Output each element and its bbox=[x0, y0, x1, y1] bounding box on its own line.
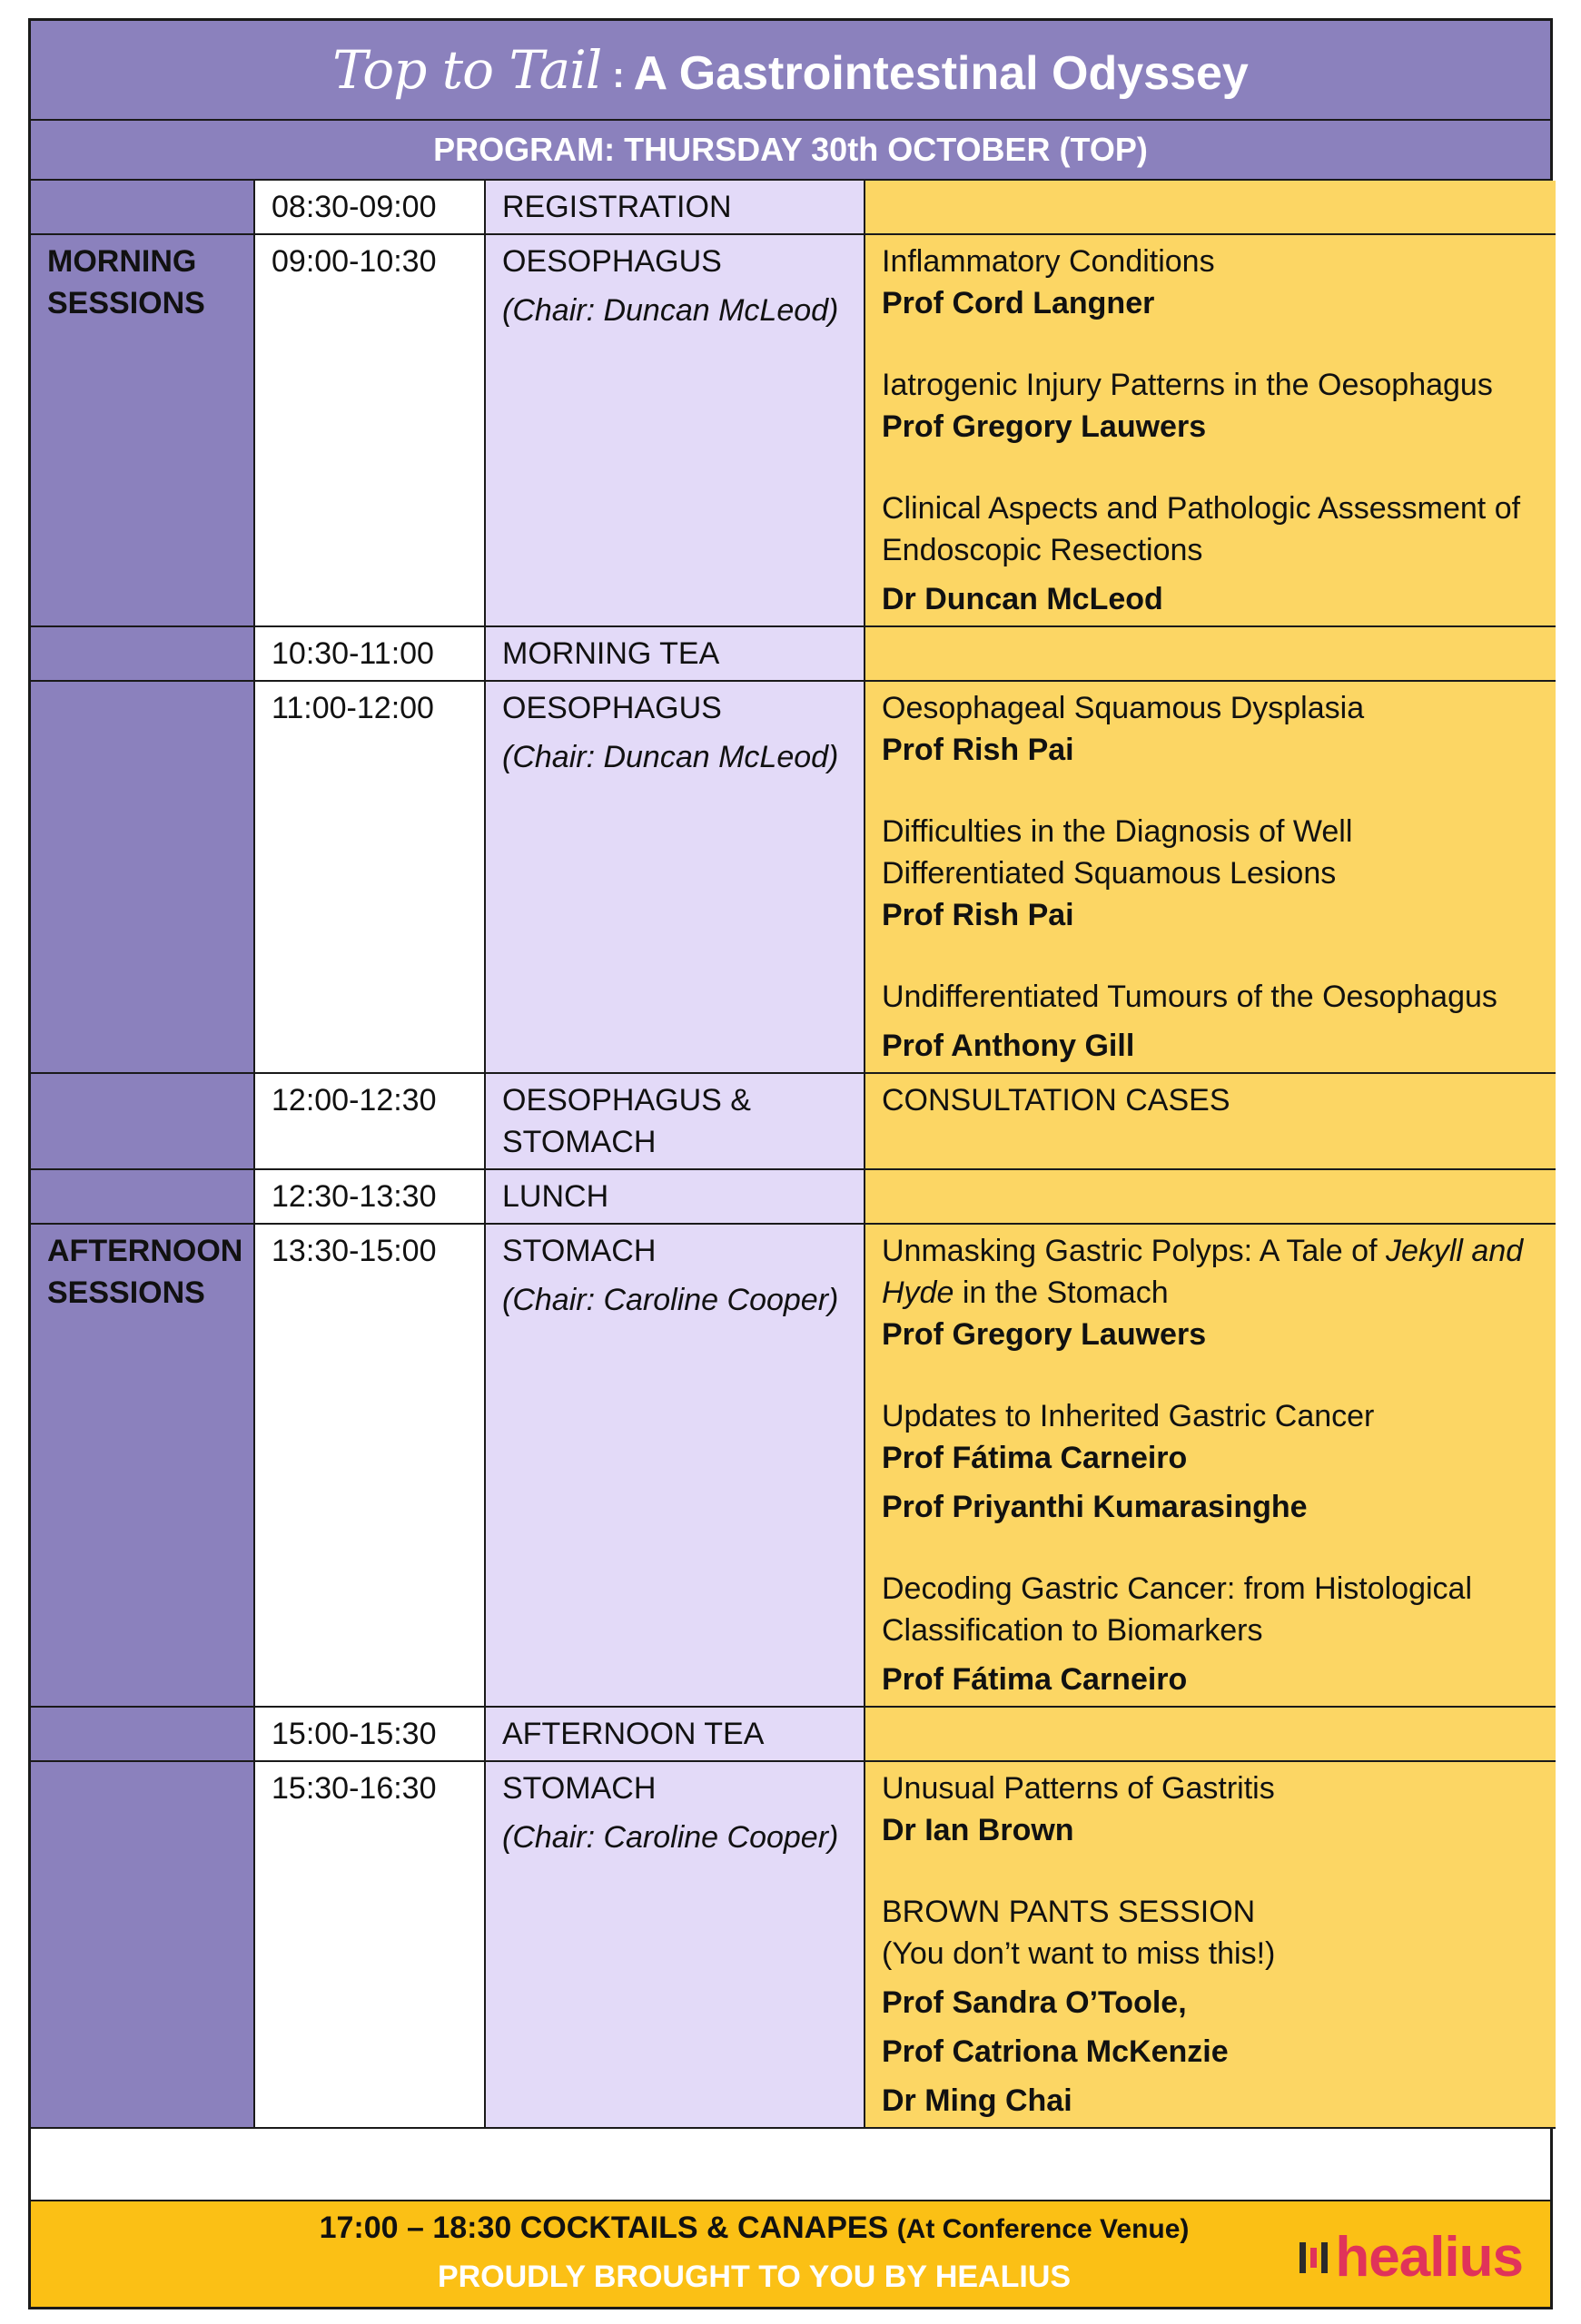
schedule-row bbox=[31, 1073, 1556, 1169]
topic-label: AFTERNOON TEA bbox=[502, 1717, 765, 1751]
time-slot: 15:00-15:30 bbox=[272, 1717, 437, 1751]
time-slot: 11:00-12:00 bbox=[272, 691, 434, 725]
talk-item bbox=[882, 1230, 1539, 1355]
session-chair: (Chair: Duncan McLeod) bbox=[502, 740, 839, 774]
talk-title bbox=[882, 487, 1539, 571]
talk-title-text: Oesophageal Squamous Dysplasia bbox=[882, 691, 1365, 725]
topic-label: OESOPHAGUS bbox=[502, 244, 722, 279]
schedule-row bbox=[31, 1224, 1556, 1707]
topic-cell bbox=[485, 234, 865, 626]
speaker-name: Dr Ming Chai bbox=[882, 2083, 1072, 2118]
talk-title bbox=[882, 811, 1539, 894]
talk-item bbox=[882, 811, 1539, 936]
session-cell bbox=[31, 1073, 254, 1169]
talk-item bbox=[882, 1891, 1539, 2122]
speaker-name: Prof Fátima Carneiro bbox=[882, 1441, 1188, 1475]
talk-title bbox=[882, 1768, 1539, 1809]
talk-item bbox=[882, 687, 1539, 771]
program-sheet bbox=[28, 18, 1553, 2309]
topic-cell bbox=[485, 1761, 865, 2128]
talks-cell bbox=[865, 234, 1556, 626]
talk-title bbox=[882, 1230, 1539, 1314]
talks-cell bbox=[865, 626, 1556, 681]
topic-cell bbox=[485, 1169, 865, 1224]
talk-subtitle: (You don’t want to miss this!) bbox=[882, 1936, 1276, 1971]
talk-item bbox=[882, 1568, 1539, 1700]
session-cell bbox=[31, 1761, 254, 2128]
talk-title-emphasis: Jekyll and Hyde bbox=[882, 1234, 1524, 1310]
healius-mark-icon bbox=[1299, 2242, 1328, 2273]
topic-label: MORNING TEA bbox=[502, 636, 720, 671]
talk-title-text: Updates to Inherited Gastric Cancer bbox=[882, 1399, 1375, 1433]
session-cell bbox=[31, 681, 254, 1073]
speaker-name: Prof Rish Pai bbox=[882, 898, 1074, 932]
time-slot: 13:30-15:00 bbox=[272, 1234, 437, 1268]
talks-cell bbox=[865, 1169, 1556, 1224]
event-title: A Gastrointestinal Odyssey bbox=[633, 47, 1249, 100]
schedule-row bbox=[31, 1761, 1556, 2128]
schedule-row bbox=[31, 681, 1556, 1073]
talks-cell bbox=[865, 1707, 1556, 1761]
talk-title bbox=[882, 1568, 1539, 1651]
talk-item bbox=[882, 976, 1539, 1067]
talk-title-text: Unmasking Gastric Polyps: A Tale of bbox=[882, 1234, 1386, 1268]
time-cell bbox=[254, 1224, 485, 1707]
speaker-name: Prof Sandra O’Toole, bbox=[882, 1985, 1187, 2020]
program-date: PROGRAM: THURSDAY 30th OCTOBER (TOP) bbox=[433, 131, 1148, 168]
speaker-name: Dr Ian Brown bbox=[882, 1813, 1074, 1847]
schedule-table bbox=[31, 181, 1556, 2129]
time-cell bbox=[254, 626, 485, 681]
title-banner bbox=[31, 21, 1550, 121]
session-chair: (Chair: Duncan McLeod) bbox=[502, 293, 839, 328]
talk-title bbox=[882, 976, 1539, 1018]
footer-banner bbox=[31, 2200, 1550, 2307]
time-cell bbox=[254, 234, 485, 626]
session-cell bbox=[31, 181, 254, 234]
schedule-row bbox=[31, 1169, 1556, 1224]
topic-cell bbox=[485, 626, 865, 681]
time-slot: 10:30-11:00 bbox=[272, 636, 434, 671]
session-cell bbox=[31, 1224, 254, 1707]
talk-title bbox=[882, 1079, 1539, 1121]
time-cell bbox=[254, 1707, 485, 1761]
topic-label: STOMACH bbox=[502, 1771, 657, 1806]
session-label: MORNING SESSIONS bbox=[47, 244, 205, 320]
talk-title-text: Decoding Gastric Cancer: from Histological Classification to Biomarkers bbox=[882, 1571, 1473, 1648]
session-cell bbox=[31, 234, 254, 626]
schedule-row bbox=[31, 181, 1556, 234]
healius-wordmark: healius bbox=[1335, 2226, 1523, 2289]
title-separator: : bbox=[612, 54, 625, 95]
topic-label: STOMACH bbox=[502, 1234, 657, 1268]
talk-item bbox=[882, 1395, 1539, 1528]
talk-item bbox=[882, 364, 1539, 448]
speaker-name: Prof Fátima Carneiro bbox=[882, 1662, 1188, 1697]
speaker-name: Prof Catriona McKenzie bbox=[882, 2034, 1229, 2069]
talks-cell bbox=[865, 1224, 1556, 1707]
talks-cell bbox=[865, 181, 1556, 234]
talk-item bbox=[882, 1768, 1539, 1851]
topic-cell bbox=[485, 1073, 865, 1169]
talk-title-text: Difficulties in the Diagnosis of Well Differentiated Squamous Lesions bbox=[882, 814, 1353, 891]
sponsor-line: PROUDLY BROUGHT TO YOU BY HEALIUS bbox=[437, 2260, 1072, 2294]
speaker-name: Dr Duncan McLeod bbox=[882, 582, 1163, 616]
venue-note: (At Conference Venue) bbox=[896, 2214, 1190, 2244]
talk-item bbox=[882, 1079, 1539, 1121]
topic-label: REGISTRATION bbox=[502, 190, 732, 224]
talks-cell bbox=[865, 681, 1556, 1073]
topic-cell bbox=[485, 1707, 865, 1761]
talk-item bbox=[882, 487, 1539, 620]
talk-item bbox=[882, 241, 1539, 324]
topic-cell bbox=[485, 681, 865, 1073]
time-cell bbox=[254, 1761, 485, 2128]
session-chair: (Chair: Caroline Cooper) bbox=[502, 1820, 839, 1855]
time-slot: 12:00-12:30 bbox=[272, 1083, 437, 1118]
talk-title-text: CONSULTATION CASES bbox=[882, 1083, 1230, 1118]
topic-label: OESOPHAGUS bbox=[502, 691, 722, 725]
talk-title bbox=[882, 241, 1539, 282]
healius-logo bbox=[1299, 2225, 1523, 2290]
time-cell bbox=[254, 1073, 485, 1169]
time-cell bbox=[254, 181, 485, 234]
topic-label: OESOPHAGUS & STOMACH bbox=[502, 1083, 751, 1159]
session-label: AFTERNOON SESSIONS bbox=[47, 1234, 243, 1310]
time-cell bbox=[254, 681, 485, 1073]
talks-cell bbox=[865, 1761, 1556, 2128]
talk-title bbox=[882, 364, 1539, 406]
topic-cell bbox=[485, 1224, 865, 1707]
speaker-name: Prof Gregory Lauwers bbox=[882, 1317, 1207, 1352]
schedule-row bbox=[31, 626, 1556, 681]
speaker-name: Prof Rish Pai bbox=[882, 733, 1074, 767]
time-slot: 09:00-10:30 bbox=[272, 244, 437, 279]
session-cell bbox=[31, 1169, 254, 1224]
topic-cell bbox=[485, 181, 865, 234]
talk-title-text: Unusual Patterns of Gastritis bbox=[882, 1771, 1275, 1806]
speaker-name: Prof Priyanthi Kumarasinghe bbox=[882, 1490, 1308, 1524]
talk-title-text: Clinical Aspects and Pathologic Assessment of Endoscopic Resections bbox=[882, 491, 1521, 567]
talk-title-text: Inflammatory Conditions bbox=[882, 244, 1215, 279]
session-chair: (Chair: Caroline Cooper) bbox=[502, 1283, 839, 1317]
time-slot: 08:30-09:00 bbox=[272, 190, 437, 224]
talk-title-text: BROWN PANTS SESSION bbox=[882, 1895, 1256, 1929]
schedule-row bbox=[31, 1707, 1556, 1761]
topic-label: LUNCH bbox=[502, 1179, 609, 1214]
speaker-name: Prof Gregory Lauwers bbox=[882, 409, 1207, 444]
schedule-row bbox=[31, 234, 1556, 626]
session-cell bbox=[31, 626, 254, 681]
talk-title-text: Iatrogenic Injury Patterns in the Oesophagus bbox=[882, 368, 1493, 402]
speaker-name: Prof Cord Langner bbox=[882, 286, 1155, 320]
time-cell bbox=[254, 1169, 485, 1224]
talk-title bbox=[882, 1395, 1539, 1437]
time-slot: 12:30-13:30 bbox=[272, 1179, 437, 1214]
session-cell bbox=[31, 1707, 254, 1761]
talk-title bbox=[882, 687, 1539, 729]
talks-cell bbox=[865, 1073, 1556, 1169]
speaker-name: Prof Anthony Gill bbox=[882, 1029, 1135, 1063]
cocktails-text: 17:00 – 18:30 COCKTAILS & CANAPES bbox=[319, 2211, 889, 2245]
talk-title bbox=[882, 1891, 1539, 1933]
time-slot: 15:30-16:30 bbox=[272, 1771, 437, 1806]
program-date-banner bbox=[31, 121, 1550, 181]
talk-title-end: in the Stomach bbox=[954, 1275, 1169, 1310]
talk-title-text: Undifferentiated Tumours of the Oesophagus bbox=[882, 980, 1497, 1014]
script-title: Top to Tail bbox=[332, 39, 602, 101]
